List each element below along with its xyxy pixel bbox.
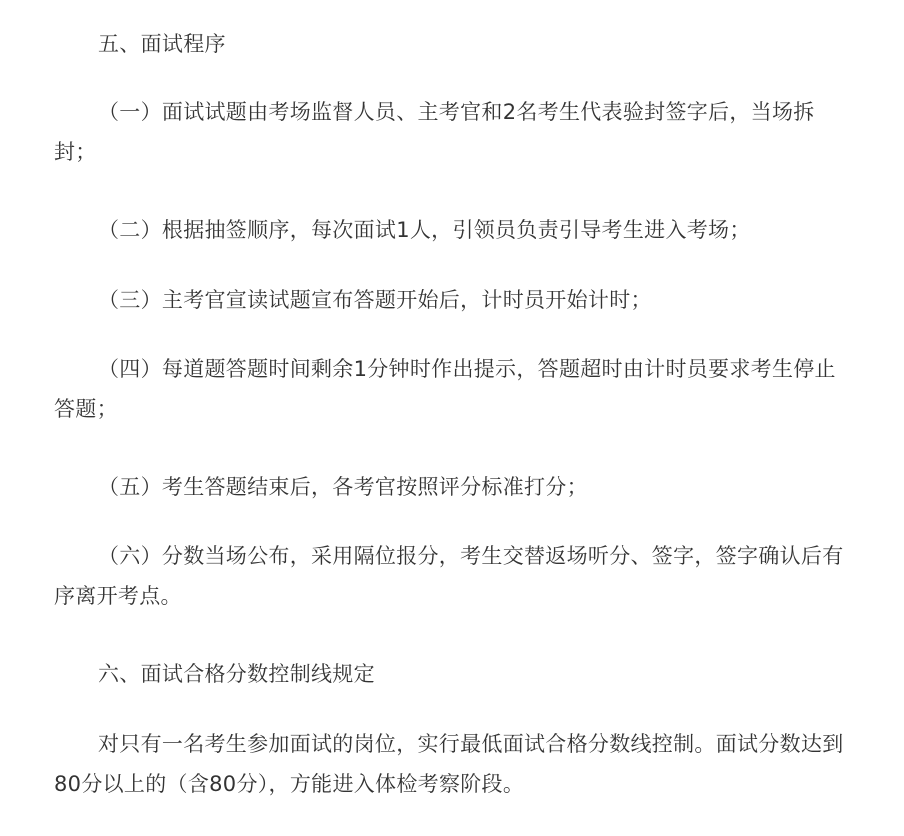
procedure-item-4: （四）每道题答题时间剩余1分钟时作出提示，答题超时由计时员要求考生停止答题； (54, 357, 836, 421)
procedure-item-6: （六）分数当场公布，采用隔位报分，考生交替返场听分、签字，签字确认后有序离开考点。 (54, 544, 844, 608)
procedure-item-5: （五）考生答题结束后，各考官按照评分标准打分； (98, 475, 588, 499)
procedure-item-3: （三）主考官宣读试题宣布答题开始后，计时员开始计时； (98, 288, 652, 312)
section-heading-passing-score: 六、面试合格分数控制线规定 (98, 662, 375, 686)
section-heading-interview-procedure: 五、面试程序 (98, 32, 226, 56)
passing-score-rule: 对只有一名考生参加面试的岗位，实行最低面试合格分数线控制。面试分数达到80分以上的（含80分），方能进入体检考察阶段。 (54, 732, 844, 796)
procedure-item-2: （二）根据抽签顺序，每次面试1人，引领员负责引导考生进入考场； (98, 218, 751, 242)
procedure-item-1: （一）面试试题由考场监督人员、主考官和2名考生代表验封签字后，当场拆封； (54, 100, 815, 164)
